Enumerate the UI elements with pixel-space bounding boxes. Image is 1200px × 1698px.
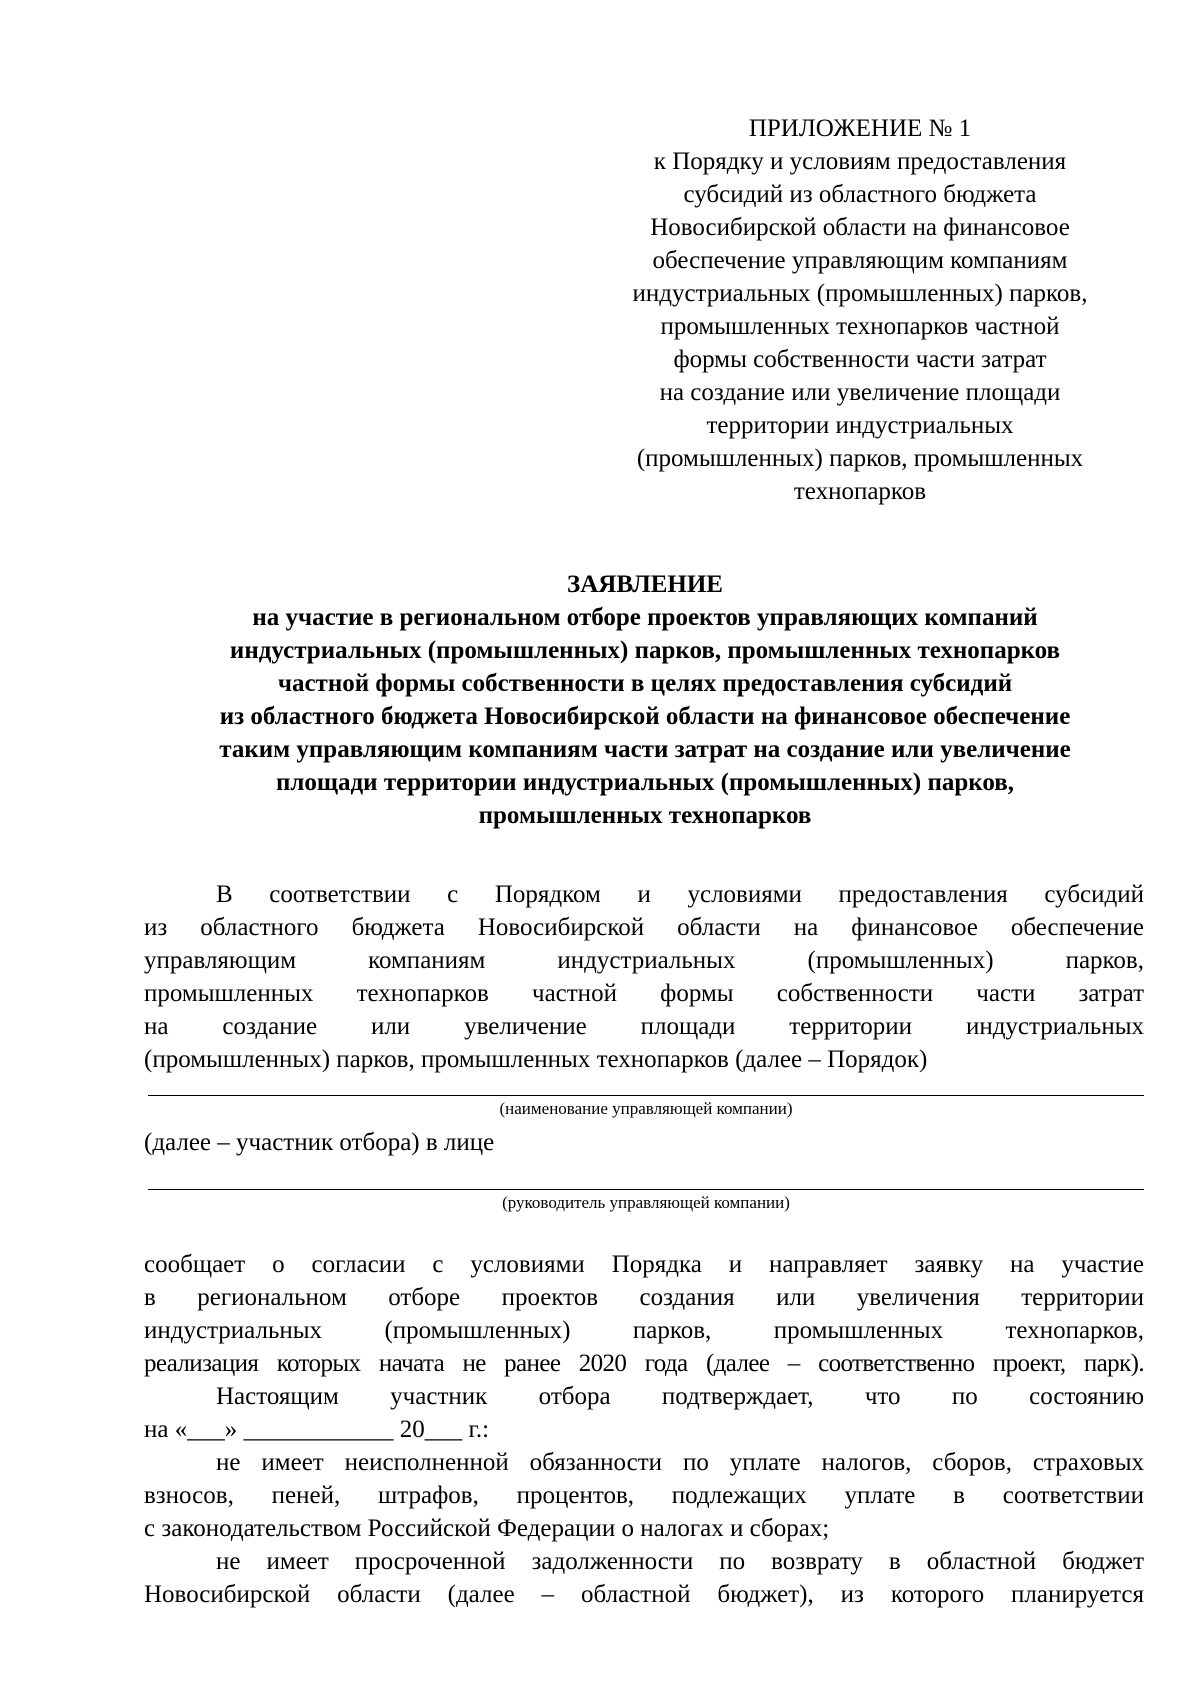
appendix-line: промышленных технопарков частной — [660, 313, 1060, 340]
paragraph-line: промышленных технопарков частной формы собственности части затрат — [144, 980, 1144, 1007]
title-line: индустриальных (промышленных) парков, промышленных технопарков — [229, 637, 1061, 664]
paragraph-line: индустриальных (промышленных) парков, промышленных технопарков, — [144, 1317, 1144, 1344]
title-line: на участие в региональном отборе проектов управляющих компаний — [252, 604, 1038, 631]
title-line: таким управляющим компаниям части затрат на создание или увеличение — [219, 736, 1071, 763]
appendix-line: к Порядку и условиям предоставления — [653, 148, 1067, 175]
appendix-line: субсидий из областного бюджета — [683, 181, 1037, 208]
title-line: площади территории индустриальных (промышленных) парков, — [275, 769, 1014, 796]
paragraph-line: на создание или увеличение площади территории индустриальных — [144, 1013, 1144, 1040]
paragraph-line: В соответствии с Порядком и условиями предоставления субсидий — [216, 881, 1144, 908]
appendix-line: индустриальных (промышленных) парков, — [632, 280, 1088, 307]
date-line: на «___» ____________ 20___ г.: — [144, 1416, 490, 1443]
title-line: из областного бюджета Новосибирской области на финансовое обеспечение — [219, 703, 1071, 730]
appendix-line: Новосибирской области на финансовое — [650, 214, 1070, 241]
appendix-line: территории индустриальных — [706, 412, 1014, 439]
item-debt — [144, 1545, 1144, 1611]
title-line: промышленных технопарков — [478, 802, 812, 829]
paragraph-line: взносов, пеней, штрафов, процентов, подлежащих уплате в соответствии — [144, 1482, 1144, 1509]
company-head-field[interactable] — [148, 1189, 1144, 1190]
paragraph-line: не имеет неисполненной обязанности по уплате налогов, сборов, страховых — [216, 1449, 1144, 1476]
paragraph-line: с законодательством Российской Федерации о налогах и сборах; — [144, 1515, 830, 1542]
paragraph-line: в региональном отборе проектов создания или увеличения территории — [144, 1284, 1144, 1311]
appendix-line: ПРИЛОЖЕНИЕ № 1 — [748, 115, 972, 142]
consent-paragraph — [144, 1248, 1144, 1380]
company-head-caption: (руководитель управляющей компании) — [502, 1193, 790, 1212]
intro-paragraph — [144, 878, 1144, 1076]
appendix-line: технопарков — [793, 478, 927, 505]
paragraph-line: Настоящим участник отбора подтверждает, что по состоянию — [216, 1383, 1144, 1410]
appendix-line: на создание или увеличение площади — [659, 379, 1061, 406]
appendix-line: (промышленных) парков, промышленных — [636, 445, 1084, 472]
confirm-paragraph — [144, 1380, 1144, 1446]
paragraph-line: не имеет просроченной задолженности по возврату в областной бюджет — [216, 1548, 1144, 1575]
paragraph-line: (промышленных) парков, промышленных технопарков (далее – Порядок) — [144, 1046, 928, 1073]
paragraph-line: реализация которых начата не ранее 2020 года (далее – соответственно проект, парк). — [144, 1350, 1144, 1377]
appendix-header — [620, 112, 1100, 508]
paragraph-line: сообщает о согласии с условиями Порядка и направляет заявку на участие — [144, 1251, 1144, 1278]
title-heading: ЗАЯВЛЕНИЕ — [567, 571, 723, 598]
in-person-text: (далее – участник отбора) в лице — [144, 1129, 495, 1156]
title-line: частной формы собственности в целях предоставления субсидий — [277, 670, 1013, 697]
company-name-caption: (наименование управляющей компании) — [499, 1099, 793, 1118]
paragraph-line: управляющим компаниям индустриальных (промышленных) парков, — [144, 947, 1144, 974]
item-taxes — [144, 1446, 1144, 1545]
appendix-line: формы собственности части затрат — [673, 346, 1047, 373]
company-name-field[interactable] — [148, 1095, 1144, 1096]
appendix-line: обеспечение управляющим компаниям — [652, 247, 1068, 274]
paragraph-line: Новосибирской области (далее – областной бюджет), из которого планируется — [144, 1581, 1144, 1608]
document-title — [145, 568, 1145, 832]
paragraph-line: из областного бюджета Новосибирской области на финансовое обеспечение — [144, 914, 1144, 941]
